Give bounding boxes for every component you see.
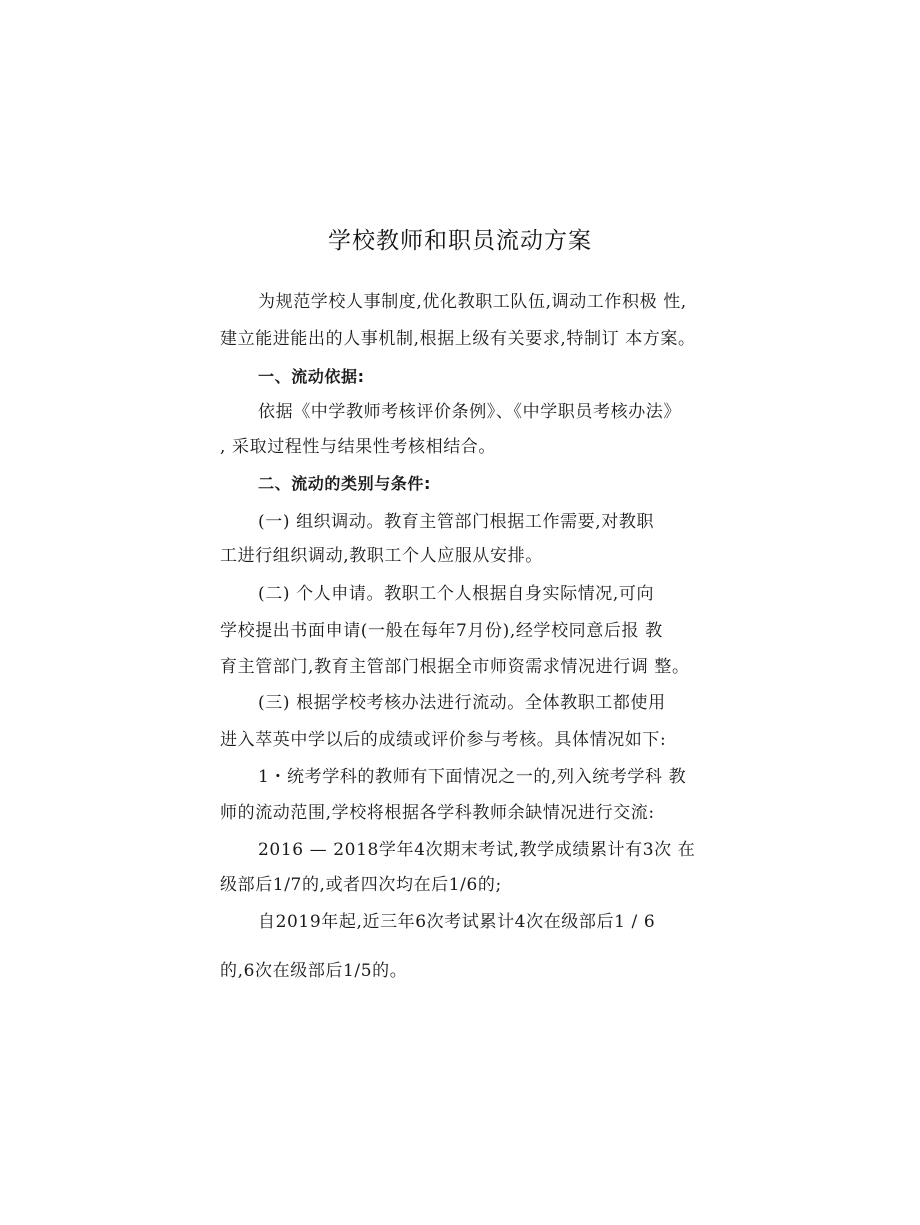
- paragraph-line: 师的流动范围,学校将根据各学科教师余缺情况进行交流:: [220, 803, 655, 823]
- paragraph-line: , 采取过程性与结果性考核相结合。: [220, 437, 497, 457]
- paragraph-line: 2016 — 2018学年4次期末考试,教学成绩累计有3次 在: [258, 840, 696, 860]
- section-heading: 二、流动的类别与条件:: [258, 474, 431, 493]
- section-heading: 一、流动依据:: [258, 367, 365, 386]
- paragraph-line: 依据《中学教师考核评价条例》、《中学职员考核办法》: [258, 402, 681, 422]
- paragraph-line: 进入萃英中学以后的成绩或评价参与考核。具体情况如下:: [220, 730, 667, 750]
- paragraph-line: 工进行组织调动,教职工个人应服从安排。: [220, 546, 543, 566]
- paragraph-line: 学校提出书面申请(一般在每年7月份),经学校同意后报 教: [220, 621, 663, 641]
- paragraph-line: 的,6次在级部后1/5的。: [220, 961, 408, 981]
- paragraph-line: (一) 组织调动。教育主管部门根据工作需要,对教职: [258, 512, 655, 532]
- paragraph-line: 育主管部门,教育主管部门根据全市师资需求情况进行调 整。: [220, 657, 690, 677]
- paragraph-line: (二) 个人申请。教职工个人根据自身实际情况,可向: [258, 584, 655, 604]
- paragraph-line: 建立能进能出的人事机制,根据上级有关要求,特制订 本方案。: [220, 329, 696, 349]
- document-title: 学校教师和职员流动方案: [328, 228, 592, 254]
- paragraph-line: 为规范学校人事制度,优化教职工队伍,调动工作积极 性,: [258, 292, 687, 312]
- paragraph-line: 级部后1/7的,或者四次均在后1/6的;: [220, 875, 502, 895]
- paragraph-line: 自2019年起,近三年6次考试累计4次在级部后1 / 6: [258, 912, 656, 932]
- paragraph-line: (三) 根据学校考核办法进行流动。全体教职工都使用: [258, 693, 666, 713]
- paragraph-line: 1・统考学科的教师有下面情况之一的,列入统考学科 教: [258, 767, 687, 787]
